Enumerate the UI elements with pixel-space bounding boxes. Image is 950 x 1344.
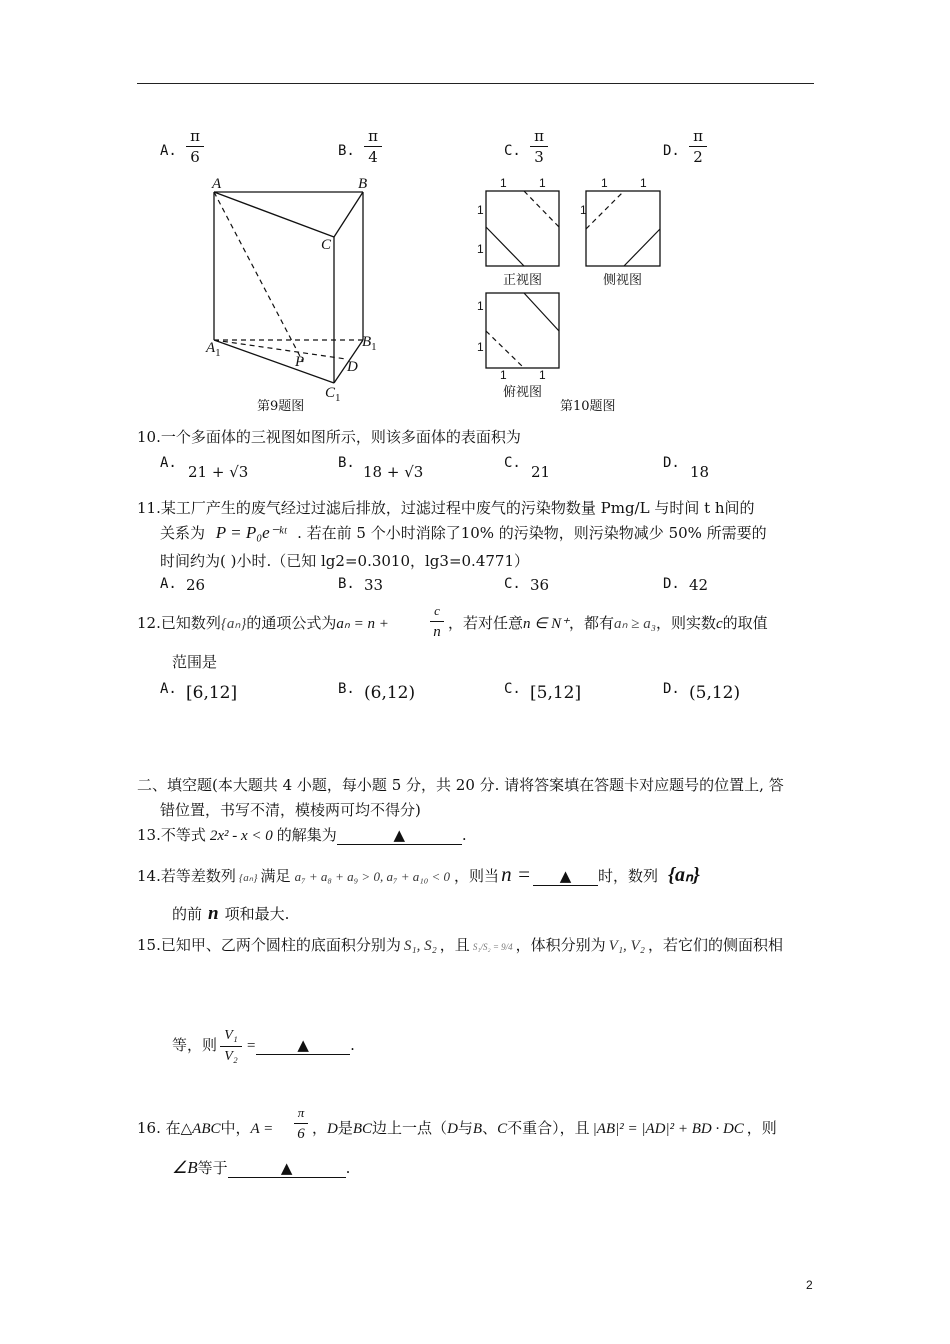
segment-A1D-hidden xyxy=(214,340,346,359)
q16-fraction: π 6 xyxy=(294,1104,308,1143)
q13-answer-blank: ▲ xyxy=(337,826,462,845)
q12-formula: aₙ = n + xyxy=(336,616,389,632)
side-dim-left-1: 1 xyxy=(580,203,587,217)
q9-option-d-fraction: π 2 xyxy=(689,127,707,166)
top-view-hidden-edge xyxy=(486,331,524,368)
q10-option-d-label: D. xyxy=(663,455,680,471)
segment-AP-hidden xyxy=(214,192,303,362)
front-dim-top-1: 1 xyxy=(500,176,507,190)
q9-option-b-fraction: π 4 xyxy=(364,127,382,166)
side-view-hidden-edge xyxy=(586,191,624,229)
q10-option-d-text: 18 xyxy=(690,463,710,481)
section2-heading-line2: 错位置，书写不清，模棱两可均不得分) xyxy=(160,801,421,819)
front-view-caption: 正视图 xyxy=(503,273,543,288)
q12-option-b-text: (6,12) xyxy=(364,683,416,703)
fig9-label-A1: $A_1$ xyxy=(206,340,221,359)
q12-line2: 范围是 xyxy=(172,653,218,671)
q12-option-c-label: C. xyxy=(504,681,521,697)
q12-seq: {aₙ} xyxy=(220,616,247,632)
header-rule xyxy=(137,83,814,84)
top-dim-bottom-1: 1 xyxy=(500,368,507,382)
q11-line1: 11.某工厂产生的废气经过过滤后排放，过滤过程中废气的污染物数量 Pmg/L 与时间 t h间的 xyxy=(137,499,755,517)
edge-A1C1 xyxy=(214,340,334,383)
top-view-caption: 俯视图 xyxy=(503,385,543,400)
side-view-edge xyxy=(624,229,660,266)
top-view-edge xyxy=(524,293,559,331)
top-view-box xyxy=(486,293,559,368)
fig10-caption: 第10题图 xyxy=(560,399,616,414)
fig9-label-B1: $B_1$ xyxy=(362,334,377,353)
edge-AC xyxy=(214,192,334,237)
q10-option-b-label: B. xyxy=(338,455,355,471)
q9-option-a-label: A. xyxy=(160,143,177,159)
q9-option-a-fraction: π 6 xyxy=(186,127,204,166)
q11-option-d-text: 42 xyxy=(689,576,709,594)
q14-condition: a₇ + a₈ + a₉ > 0, a₇ + a₁₀ < 0 xyxy=(294,869,451,884)
q14-answer-blank: ▲ xyxy=(533,867,598,886)
front-view-box xyxy=(486,191,559,266)
q11-option-a-text: 26 xyxy=(186,576,206,594)
fig9-label-A: A xyxy=(212,176,222,192)
q11-option-a-label: A. xyxy=(160,576,177,592)
q16-line1-tail: ，D是BC边上一点（D与B、C不重合），且 |AB|² = |AD|² + BD · DC ，则 xyxy=(312,1119,777,1137)
fig9-label-C1: $C_1$ xyxy=(325,385,341,404)
q10-stem: 10.一个多面体的三视图如图所示，则该多面体的表面积为 xyxy=(137,428,521,446)
q12-option-b-label: B. xyxy=(338,681,355,697)
side-dim-top-1: 1 xyxy=(601,176,608,190)
side-view-caption: 侧视图 xyxy=(603,273,643,288)
front-dim-left-2: 1 xyxy=(477,242,484,256)
q10-option-a-label: A. xyxy=(160,455,177,471)
q11-option-c-text: 36 xyxy=(530,576,550,594)
q12-line1: 12.已知数列{aₙ}的通项公式为aₙ = n + xyxy=(137,614,389,632)
q15-line2-tail: = ▲ . xyxy=(246,1036,355,1054)
q11-option-b-label: B. xyxy=(338,576,355,592)
q15-line2-prefix: 等，则 xyxy=(172,1036,218,1054)
front-dim-left-1: 1 xyxy=(477,203,484,217)
fig9-label-D: D xyxy=(347,359,358,375)
q15-line1: 15.已知甲、乙两个圆柱的底面积分别为 S₁, S₂ ，且 S₁/S₂ = 9/4 ，体积分别为 V₁, V₂ ，若它们的侧面积相 xyxy=(137,936,783,954)
q12-option-d-text: (5,12) xyxy=(689,683,741,703)
q12-option-c-text: [5,12] xyxy=(530,683,582,703)
q16-vector-equation: |AB|² = |AD|² + BD · DC xyxy=(592,1121,744,1137)
q11-line2: 关系为 P = P₀e⁻ᵏᵗ . 若在前 5 个小时消除了10% 的污染物，则污染物减少 50% 所需要的 xyxy=(160,523,767,542)
q11-formula: P = P₀e⁻ᵏᵗ xyxy=(215,523,287,542)
q16-line1: 16. 在△ABC中，A = xyxy=(137,1119,274,1137)
top-dim-left-2: 1 xyxy=(477,340,484,354)
q16-answer-blank: ▲ xyxy=(228,1159,346,1178)
page-number: 2 xyxy=(806,1278,813,1292)
q15-fraction: V₁ V₂ xyxy=(220,1027,242,1066)
q14-line2: 的前 n 项和最大. xyxy=(172,903,290,924)
section2-heading-line1: 二、填空题(本大题共 4 小题，每小题 5 分，共 20 分. 请将答案填在答题卡对应题号的位置上, 答 xyxy=(137,776,784,794)
q12-option-a-text: [6,12] xyxy=(186,683,238,703)
q10-option-c-label: C. xyxy=(504,455,521,471)
q11-option-c-label: C. xyxy=(504,576,521,592)
q10-option-c-text: 21 xyxy=(531,463,551,481)
side-dim-top-2: 1 xyxy=(640,176,647,190)
top-dim-left-1: 1 xyxy=(477,299,484,313)
q11-option-d-label: D. xyxy=(663,576,680,592)
front-view-edge xyxy=(486,227,524,266)
q9-option-d-label: D. xyxy=(663,143,680,159)
q9-option-b-label: B. xyxy=(338,143,355,159)
q13-formula: 2x² - x < 0 xyxy=(209,828,273,844)
q12-option-a-label: A. xyxy=(160,681,177,697)
fig9-label-B: B xyxy=(358,176,368,192)
q15-answer-blank: ▲ xyxy=(256,1036,350,1055)
q14-line1: 14.若等差数列 {aₙ} 满足 a₇ + a₈ + a₉ > 0, a₇ + a₁₀ < 0 ，则当n = ▲ 时，数列 {aₙ} xyxy=(137,862,700,886)
q10-option-a-text: 21 + √3 xyxy=(188,463,249,481)
front-dim-top-2: 1 xyxy=(539,176,546,190)
q10-option-b-text: 18 + √3 xyxy=(363,463,424,481)
q11-line3: 时间约为( )小时.（已知 lg2=0.3010，lg3=0.4771） xyxy=(160,552,530,570)
fig9-label-C: C xyxy=(321,237,332,253)
front-view-hidden-edge xyxy=(524,191,559,227)
q12-fraction: c n xyxy=(430,602,444,641)
side-view-box xyxy=(586,191,660,266)
q12-option-d-label: D. xyxy=(663,681,680,697)
q9-option-c-fraction: π 3 xyxy=(530,127,548,166)
figure-9-prism xyxy=(195,172,395,407)
q11-option-b-text: 33 xyxy=(364,576,384,594)
top-dim-bottom-2: 1 xyxy=(539,368,546,382)
fig9-caption: 第9题图 xyxy=(257,399,305,414)
q12-line1-tail: ，若对任意n ∈ N⁺，都有aₙ ≥ a₃，则实数c的取值 xyxy=(448,614,768,632)
q16-line2: ∠B等于 ▲ . xyxy=(172,1158,351,1177)
edge-BC xyxy=(334,192,363,237)
fig9-label-P: P xyxy=(295,354,305,370)
q9-option-c-label: C. xyxy=(504,143,521,159)
q13: 13.不等式 2x² - x < 0 的解集为 ▲ . xyxy=(137,826,467,844)
